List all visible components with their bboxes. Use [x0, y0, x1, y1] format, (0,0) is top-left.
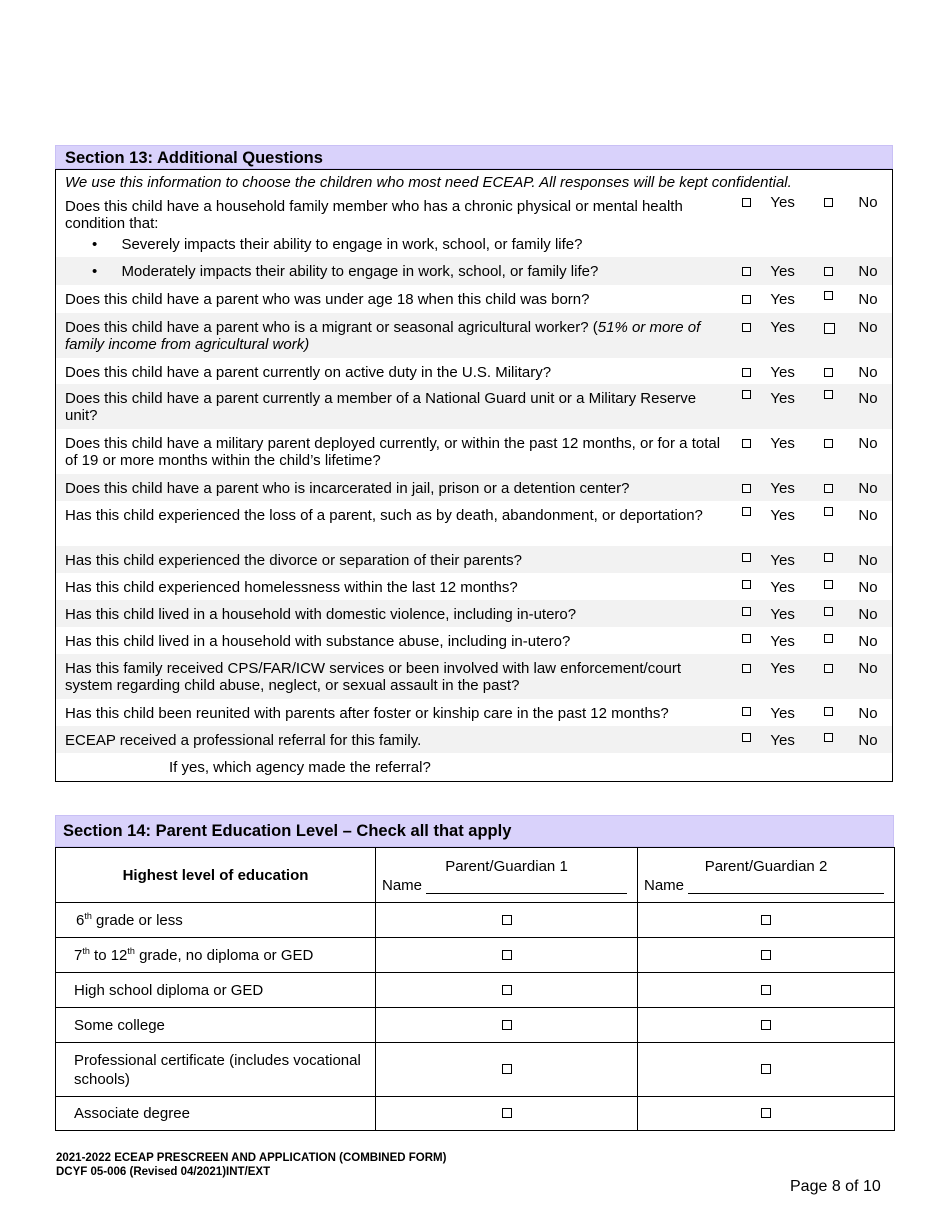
question-text: Does this child have a parent who is a migrant or seasonal agricultural worker? (51% or more of family income from agricultural work)	[65, 319, 701, 353]
question-cps-services	[56, 654, 892, 699]
yes-no-options	[724, 192, 892, 230]
question-military-deployed	[56, 429, 892, 474]
no-checkbox[interactable]	[824, 664, 833, 673]
question-text: Has this child been reunited with parents after foster or kinship care in the past 12 months?	[65, 705, 669, 722]
yes-label: Yes	[770, 435, 795, 452]
yes-label: Yes	[770, 319, 795, 336]
section-13-header: Section 13: Additional Questions	[55, 145, 893, 169]
parent-1-checkbox[interactable]	[502, 1064, 512, 1074]
yes-label: Yes	[770, 364, 795, 381]
no-label: No	[858, 263, 878, 280]
question-national-guard	[56, 384, 892, 429]
column-header-level: Highest level of education	[56, 848, 376, 903]
table-row	[56, 1008, 895, 1043]
yes-no-options	[724, 573, 892, 600]
parent-1-checkbox[interactable]	[502, 1020, 512, 1030]
parent-1-checkbox[interactable]	[502, 915, 512, 925]
question-text: Does this child have a household family member who has a chronic physical or mental health condition that:	[65, 198, 683, 232]
no-checkbox[interactable]	[824, 439, 833, 448]
yes-label: Yes	[770, 732, 795, 749]
yes-no-options	[744, 699, 892, 726]
question-domestic-violence	[56, 600, 892, 627]
yes-checkbox[interactable]	[742, 607, 751, 616]
table-row	[56, 1097, 895, 1131]
yes-checkbox[interactable]	[742, 664, 751, 673]
education-table	[55, 847, 895, 1131]
question-reunited	[56, 699, 892, 726]
no-checkbox[interactable]	[824, 291, 833, 300]
yes-checkbox[interactable]	[742, 295, 751, 304]
yes-label: Yes	[770, 606, 795, 623]
yes-checkbox[interactable]	[742, 553, 751, 562]
no-checkbox[interactable]	[824, 507, 833, 516]
no-checkbox[interactable]	[824, 607, 833, 616]
form-number: DCYF 05-006 (Revised 04/2021)INT/EXT	[56, 1166, 271, 1178]
parent-2-checkbox[interactable]	[761, 1108, 771, 1118]
no-label: No	[858, 660, 878, 677]
no-checkbox[interactable]	[824, 484, 833, 493]
yes-label: Yes	[770, 263, 795, 280]
no-label: No	[858, 390, 878, 407]
yes-checkbox[interactable]	[742, 390, 751, 399]
yes-label: Yes	[770, 660, 795, 677]
question-substance-abuse	[56, 627, 892, 654]
no-label: No	[858, 291, 878, 308]
yes-label: Yes	[770, 552, 795, 569]
no-checkbox[interactable]	[824, 323, 835, 334]
yes-checkbox[interactable]	[742, 198, 751, 207]
no-label: No	[858, 579, 878, 596]
table-row	[56, 903, 895, 938]
yes-label: Yes	[770, 579, 795, 596]
yes-no-options	[724, 257, 892, 285]
parent-2-checkbox[interactable]	[761, 1064, 771, 1074]
form-footer	[56, 1151, 446, 1179]
no-label: No	[858, 705, 878, 722]
section-13-body	[55, 169, 893, 782]
education-level-label: Some college	[56, 1008, 376, 1043]
parent-2-checkbox[interactable]	[761, 950, 771, 960]
yes-checkbox[interactable]	[742, 267, 751, 276]
yes-label: Yes	[770, 390, 795, 407]
education-level-label: High school diploma or GED	[56, 973, 376, 1008]
yes-checkbox[interactable]	[742, 580, 751, 589]
yes-no-options	[724, 726, 892, 753]
parent-2-name-input[interactable]	[688, 879, 884, 894]
education-level-label: Associate degree	[56, 1097, 376, 1131]
section-14-header: Section 14: Parent Education Level – Check all that apply	[55, 815, 894, 847]
question-text: Does this child have a parent who was under age 18 when this child was born?	[65, 291, 590, 308]
question-text: Moderately impacts their ability to engage in work, school, or family life?	[121, 263, 599, 280]
question-text: Has this child experienced the loss of a parent, such as by death, abandonment, or deportation?	[65, 507, 703, 524]
table-header-row	[56, 848, 895, 903]
name-label: Name	[644, 877, 685, 894]
section-13	[55, 145, 893, 782]
question-severe-impact	[56, 230, 892, 257]
education-level-label: 7th to 12th grade, no diploma or GED	[56, 938, 376, 973]
parent-2-title: Parent/Guardian 2	[704, 858, 828, 875]
question-active-duty	[56, 358, 892, 384]
section-13-intro: We use this information to choose the children who most need ECEAP. All responses will be kept confidential.	[65, 174, 792, 191]
table-row	[56, 938, 895, 973]
no-checkbox[interactable]	[824, 733, 833, 742]
yes-checkbox[interactable]	[742, 368, 751, 377]
no-label: No	[858, 633, 878, 650]
yes-label: Yes	[770, 291, 795, 308]
bullet: •	[92, 263, 98, 280]
yes-no-options	[724, 627, 892, 654]
yes-no-options	[724, 384, 892, 429]
no-label: No	[858, 480, 878, 497]
question-homelessness	[56, 573, 892, 600]
education-level-label: 6th grade or less	[56, 903, 376, 938]
section-14	[55, 815, 894, 1131]
yes-checkbox[interactable]	[742, 484, 751, 493]
question-loss-of-parent	[56, 501, 892, 546]
column-header-parent-2	[638, 848, 895, 903]
form-title: 2021-2022 ECEAP PRESCREEN AND APPLICATION (COMBINED FORM)	[56, 1152, 447, 1164]
yes-no-options	[724, 313, 892, 358]
referral-agency-field[interactable]: If yes, which agency made the referral?	[169, 759, 431, 776]
yes-no-options	[724, 600, 892, 627]
yes-no-options	[724, 654, 892, 699]
no-label: No	[858, 319, 878, 336]
parent-2-checkbox[interactable]	[761, 985, 771, 995]
yes-checkbox[interactable]	[742, 323, 751, 332]
no-label: No	[858, 732, 878, 749]
yes-checkbox[interactable]	[742, 707, 751, 716]
yes-label: Yes	[770, 194, 795, 211]
no-label: No	[858, 435, 878, 452]
page-number: Page 8 of 10	[790, 1178, 881, 1195]
yes-no-options	[724, 285, 892, 313]
column-header-parent-1	[376, 848, 638, 903]
question-text: Severely impacts their ability to engage in work, school, or family life?	[121, 236, 583, 253]
parent-1-checkbox[interactable]	[502, 950, 512, 960]
no-checkbox[interactable]	[824, 198, 833, 207]
question-moderate-impact	[56, 257, 892, 285]
question-text: Has this child experienced homelessness within the last 12 months?	[65, 579, 518, 596]
yes-no-options	[744, 501, 892, 546]
question-text: Has this family received CPS/FAR/ICW services or been involved with law enforcement/court system regarding child abuse, neglect, or sexual assault in the past?	[65, 660, 682, 694]
yes-checkbox[interactable]	[742, 634, 751, 643]
no-checkbox[interactable]	[824, 390, 833, 399]
question-professional-referral	[56, 726, 892, 753]
question-text: Does this child have a parent who is incarcerated in jail, prison or a detention center?	[65, 480, 630, 497]
question-text: Has this child lived in a household with domestic violence, including in-utero?	[65, 606, 577, 623]
question-text: ECEAP received a professional referral for this family.	[65, 732, 422, 749]
education-level-label: Professional certificate (includes vocational schools)	[56, 1043, 376, 1097]
table-row	[56, 973, 895, 1008]
no-label: No	[858, 364, 878, 381]
yes-label: Yes	[770, 507, 795, 524]
parent-1-checkbox[interactable]	[502, 985, 512, 995]
no-label: No	[858, 606, 878, 623]
question-parent-under-18	[56, 285, 892, 313]
question-migrant-worker	[56, 313, 892, 358]
no-checkbox[interactable]	[824, 634, 833, 643]
table-row	[56, 1043, 895, 1097]
parent-2-checkbox[interactable]	[761, 1020, 771, 1030]
yes-checkbox[interactable]	[742, 507, 751, 516]
yes-label: Yes	[770, 705, 795, 722]
no-label: No	[858, 194, 878, 211]
no-checkbox[interactable]	[824, 580, 833, 589]
name-label: Name	[382, 877, 423, 894]
no-checkbox[interactable]	[824, 707, 833, 716]
question-divorce	[56, 546, 892, 573]
no-checkbox[interactable]	[824, 553, 833, 562]
no-checkbox[interactable]	[824, 368, 833, 377]
yes-no-options	[724, 474, 892, 501]
no-label: No	[858, 552, 878, 569]
question-incarcerated	[56, 474, 892, 501]
parent-1-title: Parent/Guardian 1	[445, 858, 568, 875]
yes-no-options	[724, 546, 892, 573]
parent-1-name-input[interactable]	[426, 879, 627, 894]
question-text: Has this child experienced the divorce or separation of their parents?	[65, 552, 522, 569]
question-text: Does this child have a military parent deployed currently, or within the past 12 months, or for a total of 19 or more months within the child’s lifetime?	[65, 435, 721, 469]
question-text: Has this child lived in a household with substance abuse, including in-utero?	[65, 633, 571, 650]
question-text: Does this child have a parent currently on active duty in the U.S. Military?	[65, 364, 552, 381]
question-chronic-condition	[56, 192, 892, 230]
parent-2-checkbox[interactable]	[761, 915, 771, 925]
yes-label: Yes	[770, 480, 795, 497]
yes-no-options	[724, 429, 892, 474]
no-label: No	[858, 507, 878, 524]
question-text: Does this child have a parent currently a member of a National Guard unit or a Military Reserve unit?	[65, 390, 697, 424]
parent-1-checkbox[interactable]	[502, 1108, 512, 1118]
yes-checkbox[interactable]	[742, 439, 751, 448]
yes-label: Yes	[770, 633, 795, 650]
bullet: •	[92, 236, 98, 253]
yes-no-options	[724, 358, 892, 384]
yes-checkbox[interactable]	[742, 733, 751, 742]
no-checkbox[interactable]	[824, 267, 833, 276]
